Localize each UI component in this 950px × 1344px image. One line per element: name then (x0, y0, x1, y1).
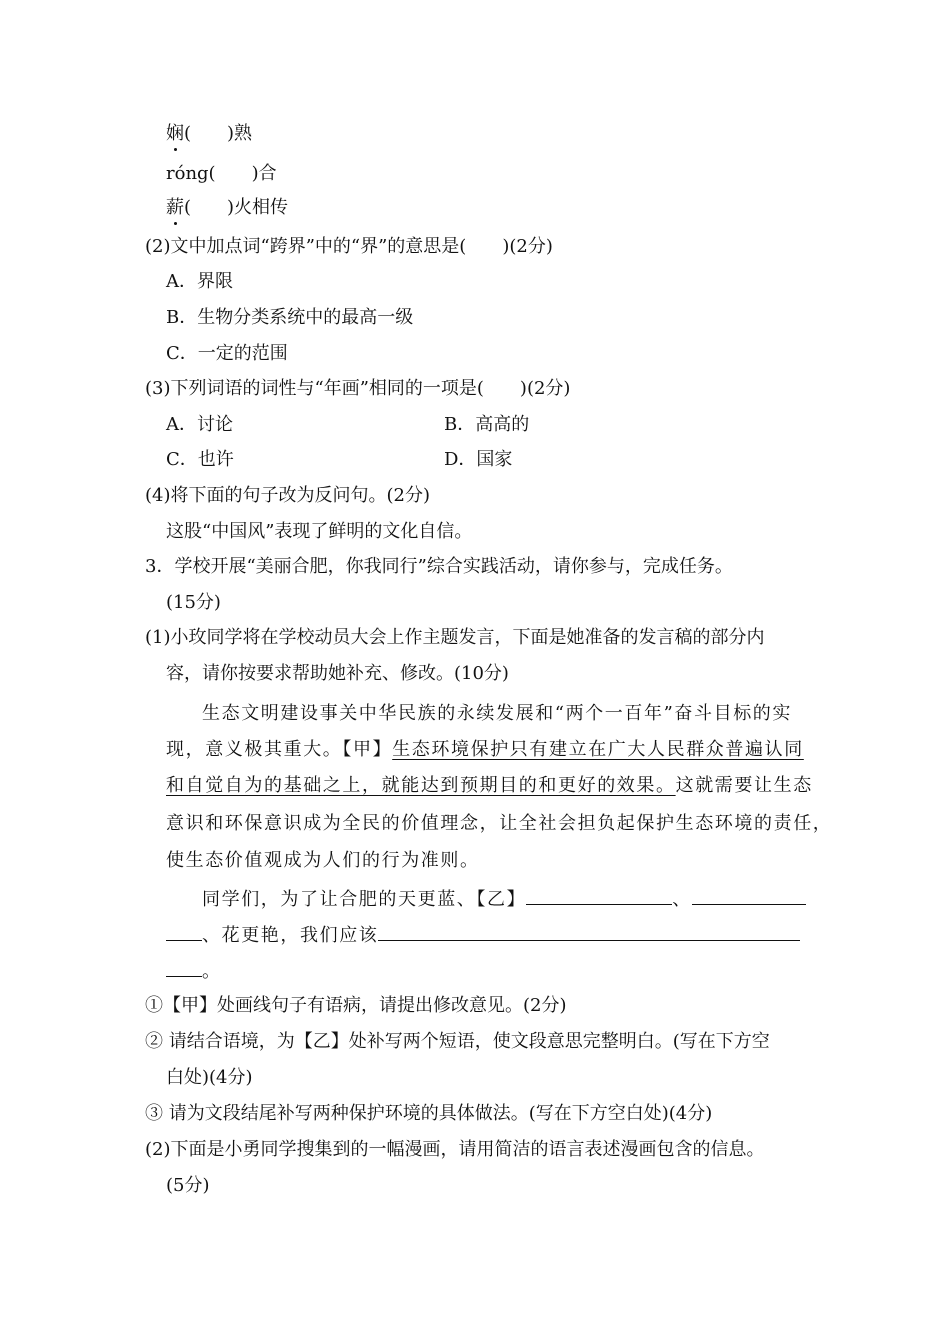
q3-stem: 3．学校开展“美丽合肥，你我同行”综合实践活动，请你参与，完成任务。 (145, 556, 733, 577)
dotted-char: 薪 (166, 197, 184, 218)
item-rong: róng( )合 (166, 163, 277, 184)
q3-1-sub2-cont: 白处)(4分) (166, 1067, 253, 1088)
speech-line: 生态文明建设事关中华民族的永续发展和“两个一百年”奋斗目标的实 (202, 703, 793, 724)
item-xian: 娴( )熟 (166, 123, 253, 144)
q2-2-option-a: A．界限 (166, 271, 233, 292)
q3-1-sub3: ③ 请为文段结尾补写两种保护环境的具体做法。(写在下方空白处)(4分) (145, 1103, 713, 1124)
q3-1-stem: (1)小玫同学将在学校动员大会上作主题发言，下面是她准备的发言稿的部分内 (145, 627, 765, 648)
answer-blank[interactable] (166, 922, 202, 941)
item-xin: 薪( )火相传 (166, 197, 289, 218)
q3-2-points: (5分) (166, 1175, 210, 1196)
q2-2-option-c: C．一定的范围 (166, 343, 288, 364)
q3-1-stem-cont: 容，请你按要求帮助她补充、修改。(10分) (166, 663, 509, 684)
speech-line: 意识和环保意识成为全民的价值理念，让全社会担负起保护生态环境的责任， (166, 813, 833, 834)
q2-3-option-d: D．国家 (444, 449, 513, 470)
speech-line: 使生态价值观成为人们的行为准则。 (166, 850, 480, 871)
q2-4-sentence: 这股“中国风”表现了鲜明的文化自信。 (166, 521, 473, 542)
q2-3-option-a: A．讨论 (166, 414, 233, 435)
answer-blank[interactable] (166, 958, 202, 977)
answer-blank[interactable] (378, 922, 800, 941)
speech-line: 现，意义极其重大。【甲】生态环境保护只有建立在广大人民群众普遍认同 (166, 739, 804, 760)
answer-blank[interactable] (526, 886, 672, 905)
q2-3-option-c: C．也许 (166, 449, 234, 470)
dotted-char: 娴 (166, 123, 184, 144)
answer-blank[interactable] (692, 886, 806, 905)
speech-line: 、花更艳，我们应该 (166, 922, 800, 948)
speech-line: 。 (166, 958, 220, 984)
underlined-sentence: 生态环境保护只有建立在广大人民群众普遍认同 (392, 739, 804, 760)
q3-2-stem: (2)下面是小勇同学搜集到的一幅漫画，请用简洁的语言表述漫画包含的信息。 (145, 1139, 765, 1160)
q2-2-option-b: B．生物分类系统中的最高一级 (166, 307, 414, 328)
q2-3-stem: (3)下列词语的词性与“年画”相同的一项是( )(2分) (145, 378, 571, 399)
q2-4-stem: (4)将下面的句子改为反问句。(2分) (145, 485, 430, 506)
q2-2-stem: (2)文中加点词“跨界”中的“界”的意思是( )(2分) (145, 236, 553, 257)
q3-1-sub2: ② 请结合语境，为【乙】处补写两个短语，使文段意思完整明白。(写在下方空 (145, 1031, 770, 1052)
speech-line: 同学们，为了让合肥的天更蓝、【乙】 、 (202, 886, 806, 912)
speech-line: 和自觉自为的基础之上，就能达到预期目的和更好的效果。这就需要让生态 (166, 775, 813, 796)
underlined-sentence: 和自觉自为的基础之上，就能达到预期目的和更好的效果。 (166, 775, 676, 796)
q3-points: (15分) (166, 592, 221, 613)
q3-1-sub1: ①【甲】处画线句子有语病，请提出修改意见。(2分) (145, 995, 567, 1016)
q2-3-option-b: B．高高的 (444, 414, 530, 435)
